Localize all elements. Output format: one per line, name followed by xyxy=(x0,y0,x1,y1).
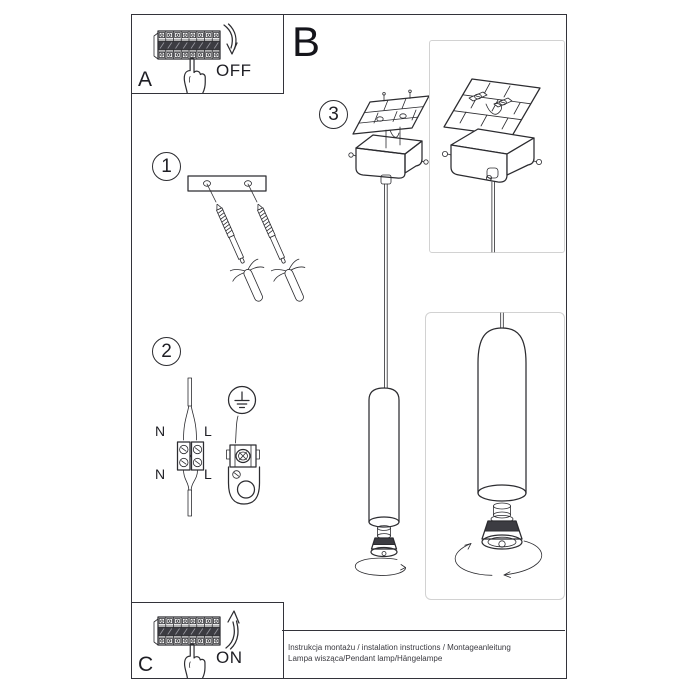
wire-label-n-bottom: N xyxy=(155,466,166,482)
step-1-number: 1 xyxy=(161,155,172,177)
ceiling-plate xyxy=(444,79,540,136)
footer-line-1: Instrukcja montażu / instalation instructions / Montageanleitung xyxy=(288,643,511,652)
step-2-number: 2 xyxy=(161,340,172,362)
panel-b-label: B xyxy=(292,18,322,65)
wire-label-l-bottom: L xyxy=(204,466,212,482)
panel-c-label: C xyxy=(138,653,154,676)
detail-box-tube xyxy=(425,312,565,600)
curved-arrow-down-icon xyxy=(220,23,240,63)
ground-wire xyxy=(236,416,239,443)
suspension-cable xyxy=(501,313,504,328)
ceiling-plate xyxy=(353,90,429,134)
ground-terminal xyxy=(227,445,260,467)
step-2-wiring-illustration xyxy=(150,370,270,520)
rotation-arrow xyxy=(355,558,405,575)
lamp-cable xyxy=(184,470,198,516)
wire-label-l-top: L xyxy=(204,423,212,439)
canopy-box xyxy=(349,135,428,184)
panel-c xyxy=(131,602,284,679)
curved-arrow-up-icon xyxy=(220,608,240,650)
earth-ground-symbol xyxy=(229,387,256,414)
switch-on-label: ON xyxy=(216,648,243,667)
gu10-bulb xyxy=(371,526,397,557)
lamp-tube xyxy=(478,328,526,501)
detail-box-canopy xyxy=(429,40,565,253)
mounting-plate xyxy=(188,176,266,191)
mounting-tabs xyxy=(469,92,512,114)
pointing-hand-icon xyxy=(176,640,214,678)
canopy-detail-illustration xyxy=(430,41,564,252)
terminal-block xyxy=(178,442,204,470)
switch-off-label: OFF xyxy=(216,61,252,80)
footer xyxy=(282,630,565,677)
panel-a-label: A xyxy=(138,68,153,91)
suspension-cable xyxy=(385,184,388,388)
gu10-bulb xyxy=(482,503,522,549)
wire-label-n-top: N xyxy=(155,423,166,439)
step-1-mounting-plate-illustration xyxy=(150,165,320,325)
suspension-cable xyxy=(492,182,495,252)
mounting-bracket xyxy=(229,467,260,504)
step-3-assembly-illustration xyxy=(340,88,436,588)
footer-line-2: Lampa wisząca/Pendant lamp/Hängelampe xyxy=(288,654,443,663)
step-3-number: 3 xyxy=(328,103,339,125)
pointing-hand-icon xyxy=(176,54,214,93)
panel-a xyxy=(131,14,284,94)
canopy-box xyxy=(442,129,541,182)
step-2-badge xyxy=(152,337,181,366)
tube-detail-illustration xyxy=(426,313,564,599)
lamp-tube xyxy=(369,388,399,527)
supply-cable xyxy=(184,378,197,440)
